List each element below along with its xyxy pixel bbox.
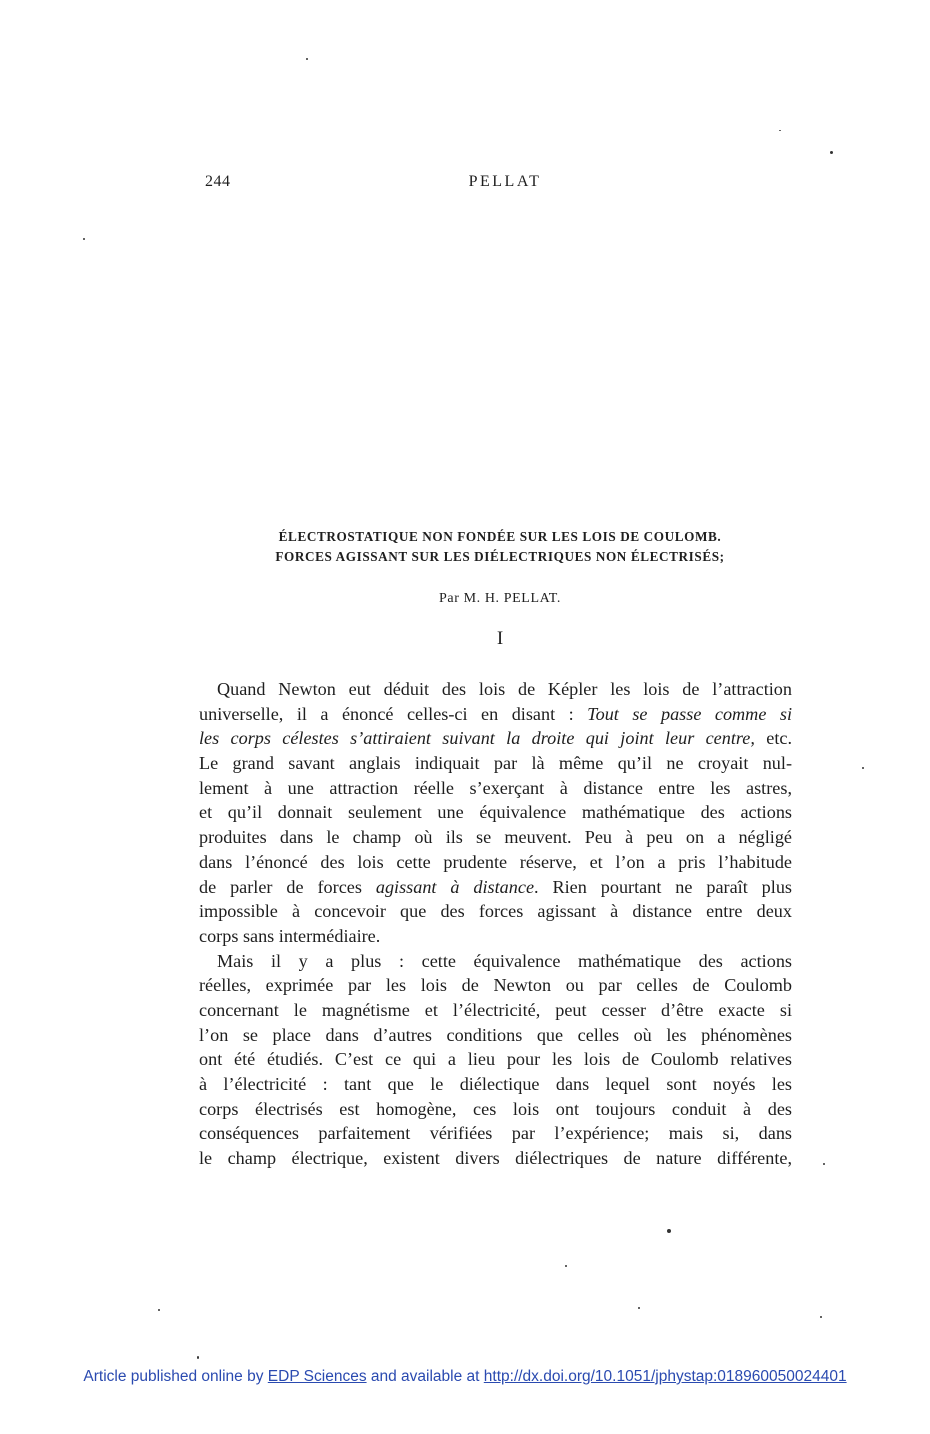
body-text [199, 677, 792, 1171]
text-span: de parler de forces [199, 876, 376, 897]
text-line: dans l’énoncé des lois cette prudente réserve, et l’on a pris l’habitude [199, 851, 792, 872]
scan-speck [779, 130, 781, 131]
text-line: lement à une attraction réelle s’exerçant à distance entre les astres, [199, 777, 792, 798]
scan-speck [820, 1316, 822, 1318]
scan-speck [158, 1309, 160, 1311]
text-span: universelle, il a énoncé celles-ci en disant : [199, 703, 588, 724]
text-line: réelles, exprimée par les lois de Newton ou par celles de Coulomb [199, 975, 792, 996]
text-line: concernant le magnétisme et l’électricité, peut cesser d’être exacte si [199, 999, 792, 1020]
text-span: . Rien pourtant ne paraît plus [534, 876, 793, 897]
text-line [199, 702, 792, 727]
scan-speck [667, 1229, 671, 1233]
footer-middle: and available at [366, 1368, 484, 1385]
article-title [200, 527, 800, 567]
running-head [205, 173, 795, 195]
text-line: produites dans le champ où ils se meuvent. Peu à peu on a négligé [199, 827, 792, 848]
paragraph [199, 949, 792, 1171]
text-line [199, 726, 792, 751]
italic-span: agissant à distance [375, 876, 535, 897]
text-line: l’on se place dans d’autres conditions que celles où les phénomènes [199, 1024, 792, 1045]
text-line: impossible à concevoir que des forces agissant à distance entre deux [199, 901, 792, 922]
article-title-line: ÉLECTROSTATIQUE NON FONDÉE SUR LES LOIS DE COULOMB. [278, 529, 722, 544]
scan-speck [83, 238, 85, 240]
italic-span: Tout se passe comme si [587, 703, 793, 724]
italic-span: les corps célestes s’attiraient suivant la droite qui joint leur centre, [199, 728, 755, 749]
text-line: corps électrisés est homogène, ces lois ont toujours conduit à des [199, 1098, 792, 1119]
byline: Par M. H. PELLAT. [439, 591, 561, 606]
paragraph [199, 677, 792, 949]
doi-link[interactable]: http://dx.doi.org/10.1051/jphystap:018960050024401 [483, 1368, 847, 1385]
scan-speck [306, 58, 308, 60]
running-title: PELLAT [468, 173, 542, 190]
text-line: à l’électricité : tant que le diélectique dans lequel sont noyés les [199, 1074, 792, 1094]
edp-sciences-link[interactable]: EDP Sciences [267, 1368, 367, 1385]
text-line: corps sans intermédiaire. [199, 925, 381, 946]
section-number: I [496, 628, 504, 649]
publication-footer [0, 1368, 930, 1386]
text-line [199, 875, 792, 900]
scan-speck [862, 767, 864, 769]
text-line: Mais il y a plus : cette équivalence mathématique des actions [217, 950, 792, 971]
text-span: etc. [754, 728, 792, 749]
text-line: ont été étudiés. C’est ce qui a lieu pour les lois de Coulomb relatives [199, 1049, 792, 1070]
text-line: le champ électrique, existent divers diélectriques de nature différente, [199, 1148, 792, 1169]
scan-speck [638, 1307, 640, 1309]
text-line: Le grand savant anglais indiquait par là même qu’il ne croyait nul- [199, 753, 792, 774]
page-number: 244 [205, 173, 231, 190]
text-line: et qu’il donnait seulement une équivalence mathématique des actions [199, 802, 792, 823]
text-line: conséquences parfaitement vérifiées par l’expérience; mais si, dans [199, 1123, 792, 1144]
scan-speck [197, 1356, 199, 1359]
footer-prefix: Article published online by [83, 1368, 268, 1385]
scan-speck [830, 151, 833, 154]
article-title-line: FORCES AGISSANT SUR LES DIÉLECTRIQUES NON ÉLECTRISÉS; [275, 549, 725, 564]
scan-speck [823, 1163, 825, 1165]
scan-speck [565, 1265, 567, 1267]
text-line: Quand Newton eut déduit des lois de Képler les lois de l’attraction [217, 679, 792, 699]
